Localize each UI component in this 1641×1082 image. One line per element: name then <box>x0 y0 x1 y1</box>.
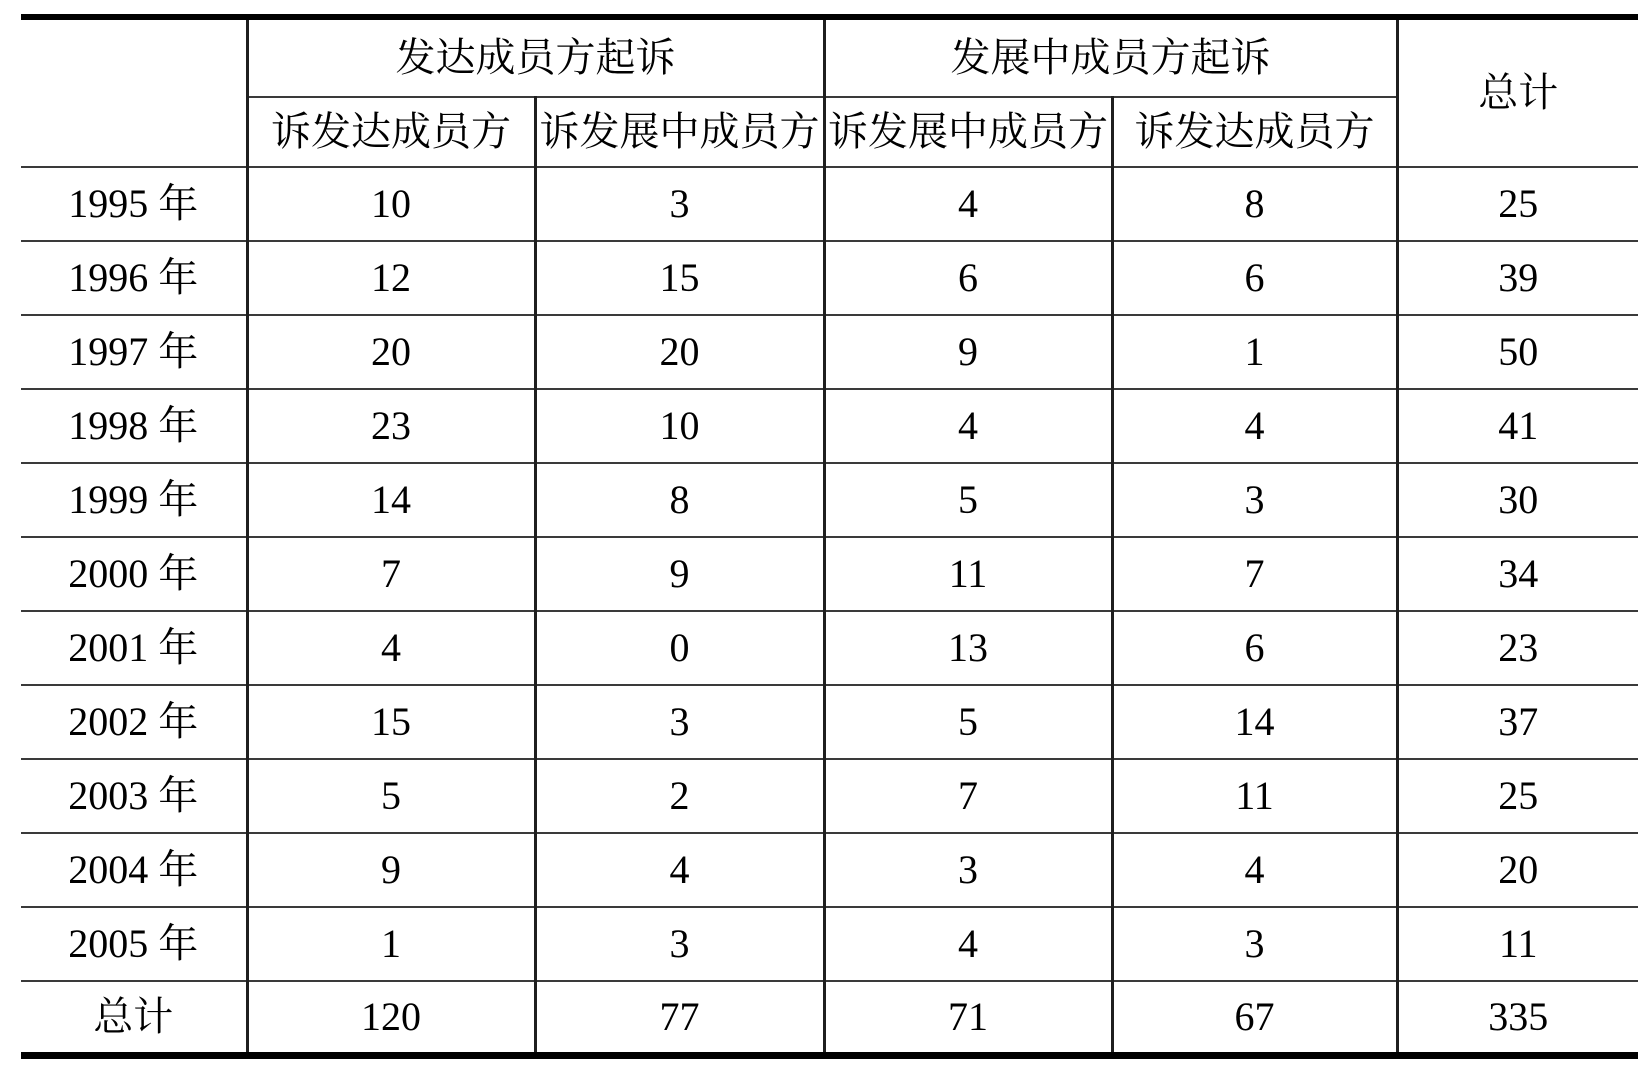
subheader-vs-developing-2: 诉发展中成员方 <box>824 97 1112 167</box>
value-cell: 9 <box>247 833 535 907</box>
table-row <box>21 611 1638 685</box>
value-cell: 3 <box>535 685 824 759</box>
value-cell: 4 <box>824 907 1112 981</box>
value-cell: 6 <box>1112 611 1397 685</box>
value-cell: 3 <box>1112 463 1397 537</box>
value-cell: 9 <box>535 537 824 611</box>
value-cell: 1 <box>247 907 535 981</box>
dispute-statistics-table <box>21 14 1638 1059</box>
header-sub-row <box>21 97 1638 167</box>
row-label-cell: 1999 年 <box>21 463 247 537</box>
value-cell: 7 <box>1112 537 1397 611</box>
row-label-cell: 2001 年 <box>21 611 247 685</box>
value-cell: 2 <box>535 759 824 833</box>
value-cell: 3 <box>535 907 824 981</box>
value-cell: 1 <box>1112 315 1397 389</box>
value-cell: 9 <box>824 315 1112 389</box>
value-cell: 7 <box>247 537 535 611</box>
value-cell: 11 <box>824 537 1112 611</box>
table-row <box>21 389 1638 463</box>
value-cell: 5 <box>824 463 1112 537</box>
value-cell: 120 <box>247 981 535 1055</box>
row-label-cell: 2004 年 <box>21 833 247 907</box>
table-row <box>21 537 1638 611</box>
value-cell: 10 <box>535 389 824 463</box>
value-cell: 8 <box>1112 167 1397 241</box>
value-cell: 3 <box>824 833 1112 907</box>
value-cell: 37 <box>1397 685 1638 759</box>
value-cell: 77 <box>535 981 824 1055</box>
value-cell: 23 <box>247 389 535 463</box>
value-cell: 0 <box>535 611 824 685</box>
table-row <box>21 241 1638 315</box>
value-cell: 20 <box>247 315 535 389</box>
value-cell: 25 <box>1397 759 1638 833</box>
row-label-cell: 总计 <box>21 981 247 1055</box>
table-body <box>21 167 1638 1055</box>
subheader-vs-developed-2: 诉发达成员方 <box>1112 97 1397 167</box>
value-cell: 15 <box>535 241 824 315</box>
value-cell: 6 <box>824 241 1112 315</box>
table-row <box>21 463 1638 537</box>
value-cell: 71 <box>824 981 1112 1055</box>
value-cell: 67 <box>1112 981 1397 1055</box>
group-header-developed-complainant: 发达成员方起诉 <box>247 17 824 97</box>
subheader-vs-developed-1: 诉发达成员方 <box>247 97 535 167</box>
value-cell: 3 <box>535 167 824 241</box>
table-row <box>21 759 1638 833</box>
value-cell: 4 <box>247 611 535 685</box>
row-label-cell: 1996 年 <box>21 241 247 315</box>
table-row <box>21 315 1638 389</box>
value-cell: 20 <box>1397 833 1638 907</box>
table-row <box>21 167 1638 241</box>
value-cell: 14 <box>1112 685 1397 759</box>
group-header-developing-complainant: 发展中成员方起诉 <box>824 17 1397 97</box>
value-cell: 6 <box>1112 241 1397 315</box>
value-cell: 14 <box>247 463 535 537</box>
row-label-cell: 2003 年 <box>21 759 247 833</box>
row-label-cell: 2002 年 <box>21 685 247 759</box>
value-cell: 10 <box>247 167 535 241</box>
value-cell: 7 <box>824 759 1112 833</box>
row-label-cell: 1998 年 <box>21 389 247 463</box>
value-cell: 34 <box>1397 537 1638 611</box>
value-cell: 50 <box>1397 315 1638 389</box>
table-row <box>21 907 1638 981</box>
value-cell: 23 <box>1397 611 1638 685</box>
row-label-cell: 1997 年 <box>21 315 247 389</box>
table-row <box>21 833 1638 907</box>
total-column-header: 总计 <box>1397 17 1638 167</box>
value-cell: 12 <box>247 241 535 315</box>
subheader-vs-developing-1: 诉发展中成员方 <box>535 97 824 167</box>
value-cell: 15 <box>247 685 535 759</box>
total-row <box>21 981 1638 1055</box>
value-cell: 4 <box>1112 833 1397 907</box>
value-cell: 3 <box>1112 907 1397 981</box>
header-group-row <box>21 17 1638 97</box>
value-cell: 8 <box>535 463 824 537</box>
value-cell: 4 <box>824 389 1112 463</box>
row-label-cell: 1995 年 <box>21 167 247 241</box>
value-cell: 41 <box>1397 389 1638 463</box>
corner-cell <box>21 17 247 167</box>
value-cell: 20 <box>535 315 824 389</box>
value-cell: 13 <box>824 611 1112 685</box>
value-cell: 30 <box>1397 463 1638 537</box>
value-cell: 335 <box>1397 981 1638 1055</box>
value-cell: 4 <box>1112 389 1397 463</box>
value-cell: 5 <box>824 685 1112 759</box>
row-label-cell: 2005 年 <box>21 907 247 981</box>
value-cell: 4 <box>824 167 1112 241</box>
value-cell: 25 <box>1397 167 1638 241</box>
table-row <box>21 685 1638 759</box>
value-cell: 11 <box>1397 907 1638 981</box>
value-cell: 5 <box>247 759 535 833</box>
value-cell: 11 <box>1112 759 1397 833</box>
value-cell: 4 <box>535 833 824 907</box>
value-cell: 39 <box>1397 241 1638 315</box>
row-label-cell: 2000 年 <box>21 537 247 611</box>
